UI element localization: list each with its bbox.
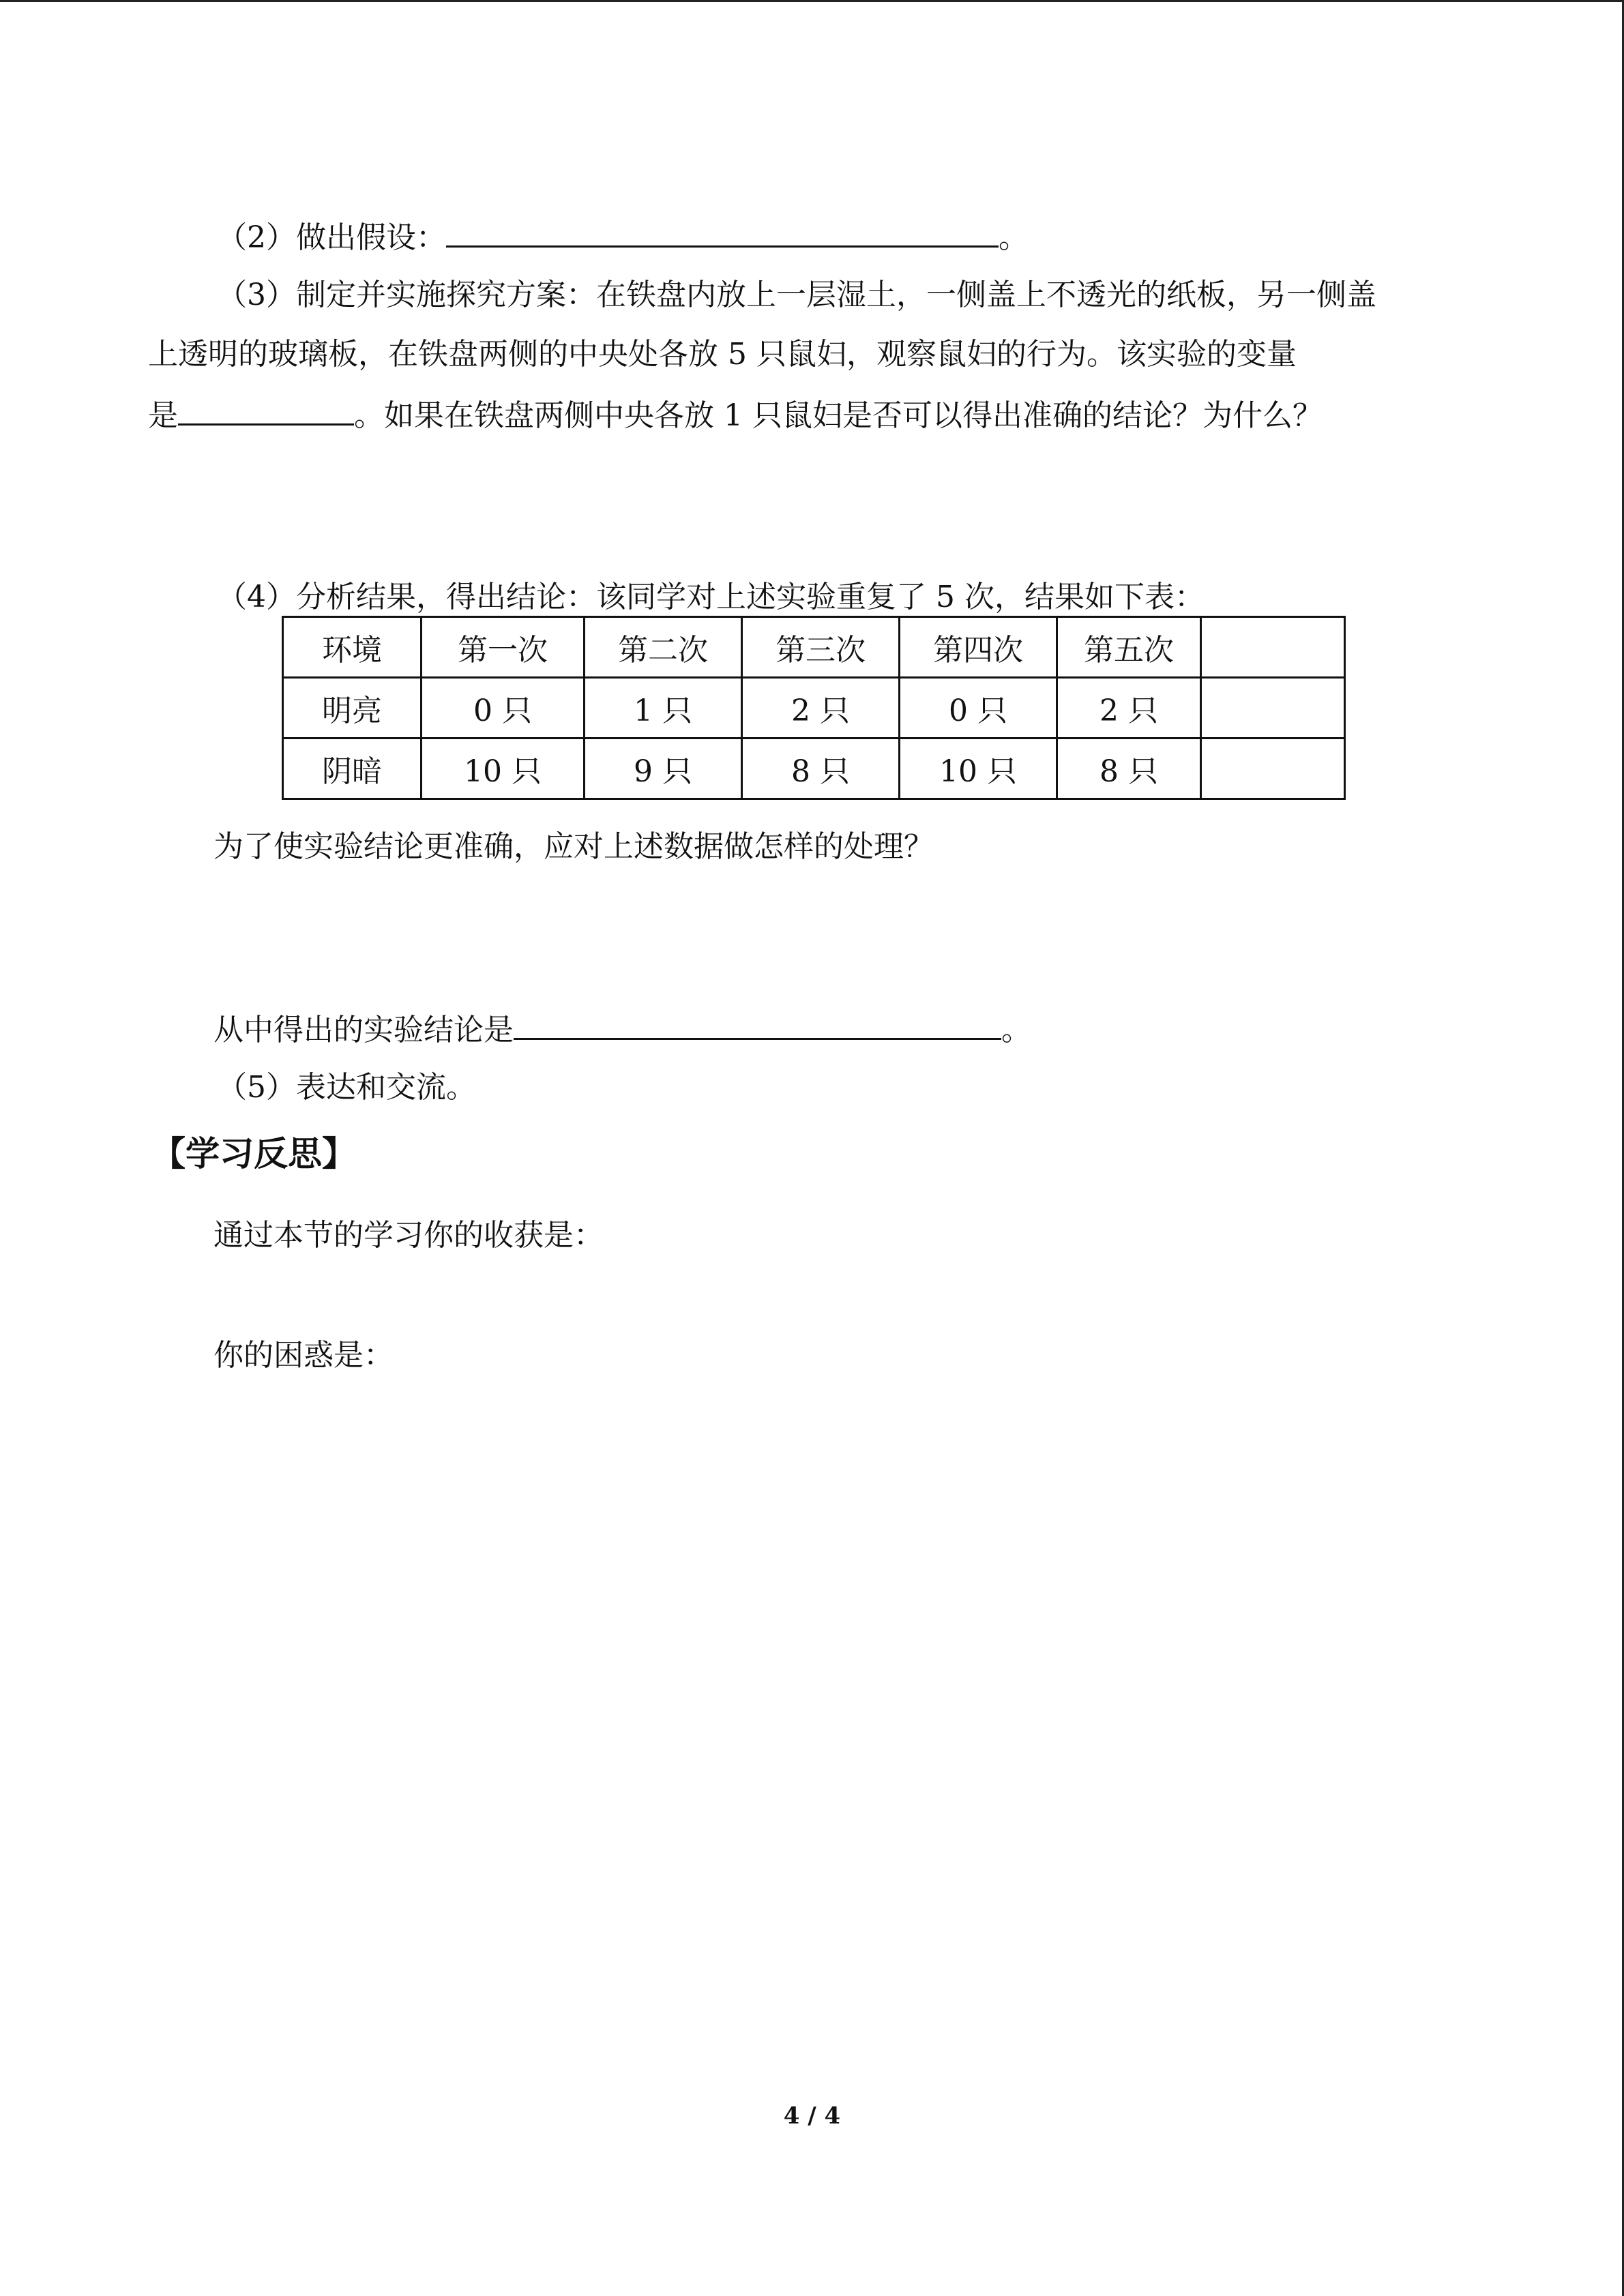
table-cell: 10 只 [422,739,585,799]
page-top-border [0,0,1624,2]
step2-end: 。 [999,220,1029,255]
hypothesis-blank[interactable] [446,215,999,248]
reflection-confusion: 你的困惑是： [213,1338,394,1373]
table-header-row [283,617,1345,678]
conclusion-end: 。 [1001,1013,1031,1047]
table-cell: 第二次 [585,617,742,678]
table-cell: 0 只 [900,678,1057,739]
page-number: 4 / 4 [783,2102,841,2130]
table-cell: 2 只 [742,678,900,739]
step4-intro: （4）分析结果，得出结论：该同学对上述实验重复了 5 次，结果如下表： [217,580,1205,614]
reflection-gain: 通过本节的学习你的收获是： [213,1218,604,1253]
table-cell: 2 只 [1057,678,1201,739]
table-cell: 9 只 [585,739,742,799]
table-cell: 10 只 [900,739,1057,799]
table-cell: 环境 [283,617,422,678]
step3-line1: （3）制定并实施探究方案：在铁盘内放上一层湿土，一侧盖上不透光的纸板，另一侧盖 [217,278,1376,312]
conclusion-label: 从中得出的实验结论是 [213,1013,514,1047]
variable-blank[interactable] [178,393,354,426]
table-cell: 第五次 [1057,617,1201,678]
table-cell: 8 只 [742,739,900,799]
table-cell: 阴暗 [283,739,422,799]
table-row [283,739,1345,799]
step3-line2: 上透明的玻璃板，在铁盘两侧的中央处各放 5 只鼠妇，观察鼠妇的行为。该实验的变量 [148,337,1297,372]
table-cell [1201,617,1345,678]
table-row [283,678,1345,739]
step2-label: （2）做出假设： [217,220,446,255]
table-cell: 第三次 [742,617,900,678]
data-processing-question: 为了使实验结论更准确，应对上述数据做怎样的处理？ [213,829,934,864]
table-cell: 第一次 [422,617,585,678]
table-cell: 0 只 [422,678,585,739]
step3-line3-start: 是 [148,398,178,433]
table-cell: 明亮 [283,678,422,739]
table-cell: 第四次 [900,617,1057,678]
table-cell: 1 只 [585,678,742,739]
conclusion-blank[interactable] [514,1008,1001,1040]
table-cell [1201,739,1345,799]
reflection-heading: 【学习反思】 [151,1134,356,1174]
table-cell [1201,678,1345,739]
conclusion-line [213,1008,1031,1051]
step5-label: （5）表达和交流。 [217,1070,476,1105]
step3-line3-end: 。如果在铁盘两侧中央各放 1 只鼠妇是否可以得出准确的结论？为什么？ [354,398,1323,433]
step3-line3 [148,393,1323,436]
table-cell: 8 只 [1057,739,1201,799]
step2-line [217,215,1029,258]
results-table [282,616,1346,800]
